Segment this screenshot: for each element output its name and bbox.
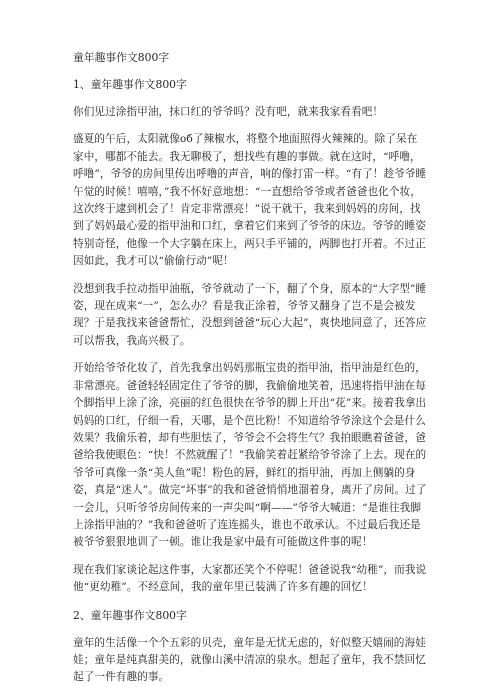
section-heading-2: 2、童年趣事作文800字 (73, 608, 187, 622)
document-content (73, 50, 427, 687)
paragraph-6: 童年的生活像一个个五彩的贝壳，童年是无忧无虑的，好似整天嬉闹的海娃娃；童年是纯真甜美的，就像山溪中清凉的泉水。想起了童年，我不禁回忆起了一件有趣的事。 (73, 636, 426, 684)
section-heading-1: 1、童年趣事作文800字 (73, 78, 187, 91)
document-title: 童年趣事作文800字 (73, 51, 170, 64)
paragraph-5: 现在我们家谈论起这件事，大家都还笑个不停呢！爸爸说我“幼稚”，而我说他“更幼稚”。不经意间，我的童年里已装满了许多有趣的回忆！ (73, 563, 427, 594)
paragraph-1: 你们见过涂指甲油，抹口红的爷爷吗？没有吧，就来我家看看吧！ (73, 106, 384, 118)
paragraph-2: 盛夏的午后，太阳就像об了辣椒水，将整个地面照得火辣辣的。除了呆在家中，哪都不能去。我无聊极了，想找些有趣的事做。就在这时，“呼噜，呼噜”，爷爷的房间里传出呼噜的声音，响的像打雷一样。“有了！趁爷爷睡午觉的时候！嘻嘻，”我不怀好意地想：“一直想给爷爷或者爸爸也化个妆，这次终于逮到机会了！肯定非常漂亮！”说干就干，我来到妈妈的房间，找到了妈妈最心爱的指甲油和口红，拿着它们来到了爷爷的床边。爷爷的睡姿特别奇怪，他像一个大字躺在床上，两只手平铺的，两脚也打开着。不过正因如此，我才可以“偷偷行动”呢！ (73, 133, 427, 268)
paragraph-4: 开始给爷爷化妆了，首先我拿出妈妈那瓶宝贵的指甲油，指甲油是红色的，非常漂亮。爸爸轻轻固定住了爷爷的脚，我偷偷地笑着，迅速将指甲油在每个脚指甲上涂了涂，亮丽的红色很快在爷爷的脚上开出“花”来。接着我拿出妈妈的口红，仔细一看，天哪，是个芭比粉！不知道给爷爷涂这个会是什么效果？我偷乐着，却有些胆怯了，爷爷会不会将生气？我拍眼瞧着爸爸，爸爸给我使眼色：“快！不然就醒了！”我偷笑着赶紧给爷爷涂了上去。现在的爷爷可真像一条“美人鱼”呢！粉色的唇，鲜红的指甲油，再加上侧躺的身姿，真是“迷人”。做完“坏事”的我和爸爸悄悄地溜着身，离开了房间。过了一会儿，只听爷爷房间传来的一声尖叫“啊——”爷爷大喊道：“是谁往我脚上涂指甲油的？”我和爸爸听了连连摇头，谁也不敢承认。不过最后我还是被爷爷狠狠地训了一顿。谁让我是家中最有可能做这件事的呢！ (73, 362, 427, 549)
paragraph-3: 没想到我手拉动指甲油瓶，爷爷就动了一下，翻了个身，原本的“大字型”睡姿，现在成来“一”，怎么办？看是我正涂着，爷爷又翻身了岂不是会被发现？于是我找来爸爸帮忙，没想到爸爸“玩心大起”，爽快地同意了，还答应可以帮我，我高兴极了。 (73, 282, 427, 347)
